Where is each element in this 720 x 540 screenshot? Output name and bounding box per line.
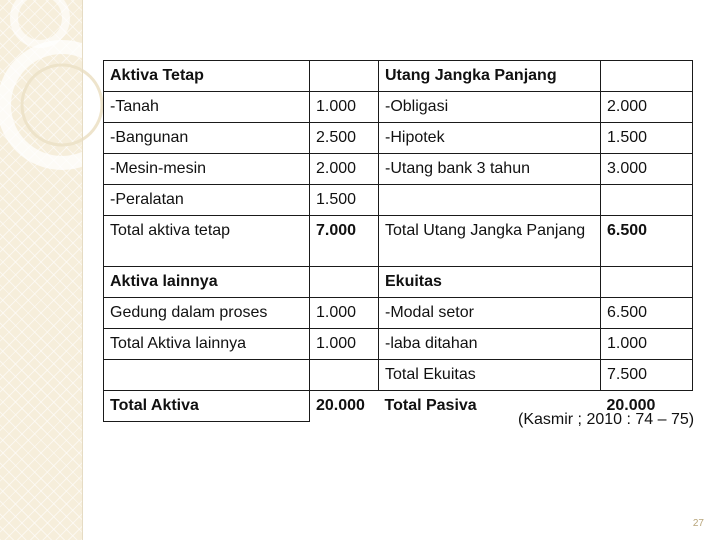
right-label: -laba ditahan <box>379 329 601 360</box>
total-pasiva-label: Total Pasiva <box>384 397 477 414</box>
table-row <box>104 154 693 185</box>
left-value: 1.500 <box>310 185 379 216</box>
source-citation: (Kasmir ; 2010 : 74 – 75) <box>518 411 695 428</box>
right-label: Total Utang Jangka Panjang <box>379 216 601 267</box>
aktiva-tetap-header: Aktiva Tetap <box>104 61 310 92</box>
left-value: 2.500 <box>310 123 379 154</box>
aktiva-lainnya-header: Aktiva lainnya <box>104 267 310 298</box>
total-aktiva-value: 20.000 <box>316 397 365 414</box>
total-aktiva-label: Total Aktiva <box>104 391 310 422</box>
left-value: 1.000 <box>310 92 379 123</box>
table-row <box>104 298 693 329</box>
table-row <box>104 216 693 267</box>
table-row <box>104 267 693 298</box>
right-value <box>601 185 693 216</box>
table-row <box>104 360 693 391</box>
right-value: 3.000 <box>601 154 693 185</box>
balance-sheet-table <box>103 60 693 422</box>
right-label <box>379 185 601 216</box>
table-row <box>104 123 693 154</box>
left-label: Total Aktiva lainnya <box>104 329 310 360</box>
right-value: 1.000 <box>601 329 693 360</box>
right-value: 6.500 <box>601 216 693 267</box>
table-row <box>104 329 693 360</box>
table-row <box>104 92 693 123</box>
right-value: 6.500 <box>601 298 693 329</box>
table-cell <box>601 61 693 92</box>
right-label: -Obligasi <box>379 92 601 123</box>
right-value: 7.500 <box>601 360 693 391</box>
left-value: 1.000 <box>310 329 379 360</box>
left-value: 1.000 <box>310 298 379 329</box>
left-value: 2.000 <box>310 154 379 185</box>
right-label: -Modal setor <box>379 298 601 329</box>
right-value: 1.500 <box>601 123 693 154</box>
left-value: 7.000 <box>310 216 379 267</box>
left-label: -Tanah <box>104 92 310 123</box>
left-label <box>104 360 310 391</box>
table-row <box>104 61 693 92</box>
left-value <box>310 267 379 298</box>
right-label: -Hipotek <box>379 123 601 154</box>
left-label: Total aktiva tetap <box>104 216 310 267</box>
page-number: 27 <box>692 518 704 529</box>
left-label: -Peralatan <box>104 185 310 216</box>
table-row <box>104 185 693 216</box>
left-label: Gedung dalam proses <box>104 298 310 329</box>
ekuitas-header: Ekuitas <box>379 267 601 298</box>
left-label: -Mesin-mesin <box>104 154 310 185</box>
total-pasiva-value: 20.000 <box>606 397 656 414</box>
right-value <box>601 267 693 298</box>
utang-jangka-panjang-header: Utang Jangka Panjang <box>379 61 601 92</box>
table-cell <box>310 61 379 92</box>
left-value <box>310 360 379 391</box>
right-label: Total Ekuitas <box>379 360 601 391</box>
right-value: 2.000 <box>601 92 693 123</box>
right-label: -Utang bank 3 tahun <box>379 154 601 185</box>
left-label: -Bangunan <box>104 123 310 154</box>
side-divider-line <box>82 0 83 540</box>
